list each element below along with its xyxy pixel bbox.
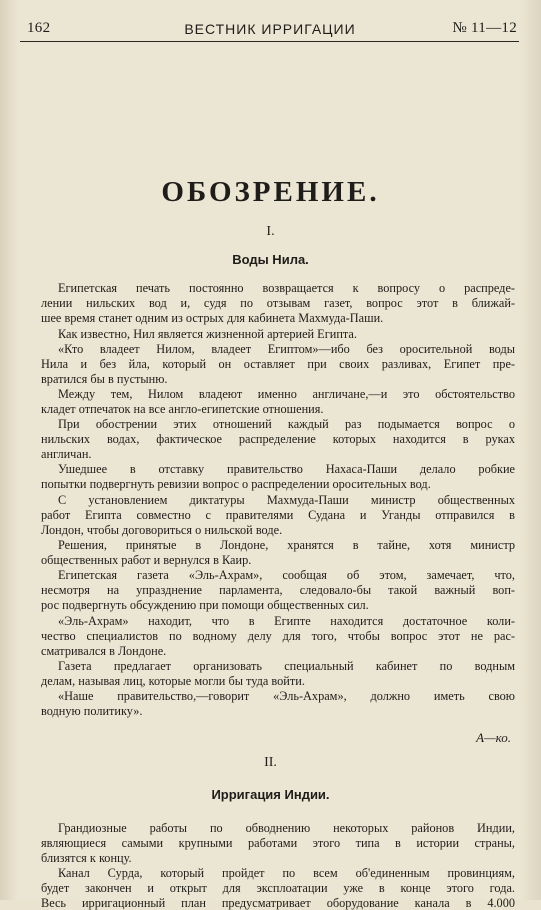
- author-signature: А—ко.: [476, 730, 511, 745]
- text-line: «Кто владеет Нилом, владеет Египтом»—ибо без оросительной воды: [58, 342, 515, 356]
- text-line: водную политику».: [41, 704, 143, 718]
- text-line: Грандиозные работы по обводнению некоторых районов Индии,: [58, 821, 515, 835]
- text-line: Египетская газета «Эль-Ахрам», сообщая об этом, замечает, что,: [58, 568, 515, 582]
- text-line: попытки подвергнуть ревизии вопрос о распределении оросительных вод.: [41, 477, 431, 491]
- text-line: Весь ирригационный план предусматривает оборудование канала в 4.000: [41, 896, 515, 910]
- article-title: ОБОЗРЕНИЕ.: [161, 176, 380, 208]
- text-line: «Эль-Ахрам» находит, что в Египте находится достаточное коли-: [58, 614, 515, 628]
- text-line: англичан.: [41, 447, 92, 461]
- text-line: общественных работ и вернулся в Каир.: [41, 553, 252, 567]
- text-line: Газета предлагает организовать специальный кабинет по водным: [58, 659, 515, 673]
- text-line: «Наше правительство,—говорит «Эль-Ахрам», должно иметь свою: [58, 689, 515, 703]
- text-line: Ушедшее в отставку правительство Нахаса-Паши делало робкие: [58, 462, 515, 476]
- header-rule: [20, 41, 519, 42]
- text-line: являющиеся самыми крупными работами этого типа в истории страны,: [41, 836, 515, 850]
- text-line: Между тем, Нилом владеют именно англичане,—и это обстоятельство: [58, 387, 515, 401]
- text-line: делам, называя лиц, которые могли бы туда войти.: [41, 674, 305, 688]
- running-header: [23, 20, 517, 40]
- text-line: чество специалистов по водному делу для того, чтобы вопрос этот не рас-: [41, 629, 515, 643]
- section-heading: Ирригация Индии.: [211, 787, 330, 802]
- section-numeral: II.: [264, 755, 277, 770]
- text-line: шее время станет одним из острых для кабинета Махмуда-Паши.: [41, 311, 384, 325]
- text-line: Решения, принятые в Лондоне, хранятся в тайне, хотя министр: [58, 538, 515, 552]
- text-line: будет закончен и открыт для эксплоатации уже в конце этого года.: [41, 881, 515, 895]
- text-line: кладет отпечаток на все англо-египетские отношения.: [41, 402, 324, 416]
- text-line: сматривался в Лондоне.: [41, 644, 167, 658]
- text-line: Канал Сурда, который пройдет по всем об'единенным провинциям,: [58, 866, 515, 880]
- issue-number: № 11—12: [452, 20, 517, 36]
- text-line: Лондон, чтобы договориться о нильской воде.: [41, 523, 283, 537]
- text-line: С установлением диктатуры Махмуда-Паши министр общественных: [58, 493, 515, 507]
- page-number: 162: [27, 20, 51, 36]
- text-line: Нила и без йла, который он оставляет при своих разливах, Египет пре-: [41, 357, 515, 371]
- text-line: Египетская печать постоянно возвращается к вопросу о распреде-: [58, 281, 515, 295]
- section-heading: Воды Нила.: [232, 252, 309, 267]
- journal-title: ВЕСТНИК ИРРИГАЦИИ: [184, 21, 356, 37]
- text-line: близятся к концу.: [41, 851, 132, 865]
- text-line: работ Египта совместно с правителями Судана и Уганды отправился в: [41, 508, 515, 522]
- text-line: вратился бы в пустыню.: [41, 372, 168, 386]
- text-line: нильских водах, фактическое распределение которых находится в руках: [41, 432, 515, 446]
- section-numeral: I.: [266, 224, 275, 239]
- text-line: лении нильских вод и, судя по отзывам газет, вопрос этот в ближай-: [41, 296, 515, 310]
- text-line: Как известно, Нил является жизненной артерией Египта.: [58, 327, 357, 341]
- text-line: При обострении этих отношений каждый раз подымается вопрос о: [58, 417, 515, 431]
- text-line: рос подвергнуть обсуждению при помощи общественных сил.: [41, 598, 369, 612]
- text-line: несмотря на упразднение парламента, следовало-бы такой важный воп-: [41, 583, 515, 597]
